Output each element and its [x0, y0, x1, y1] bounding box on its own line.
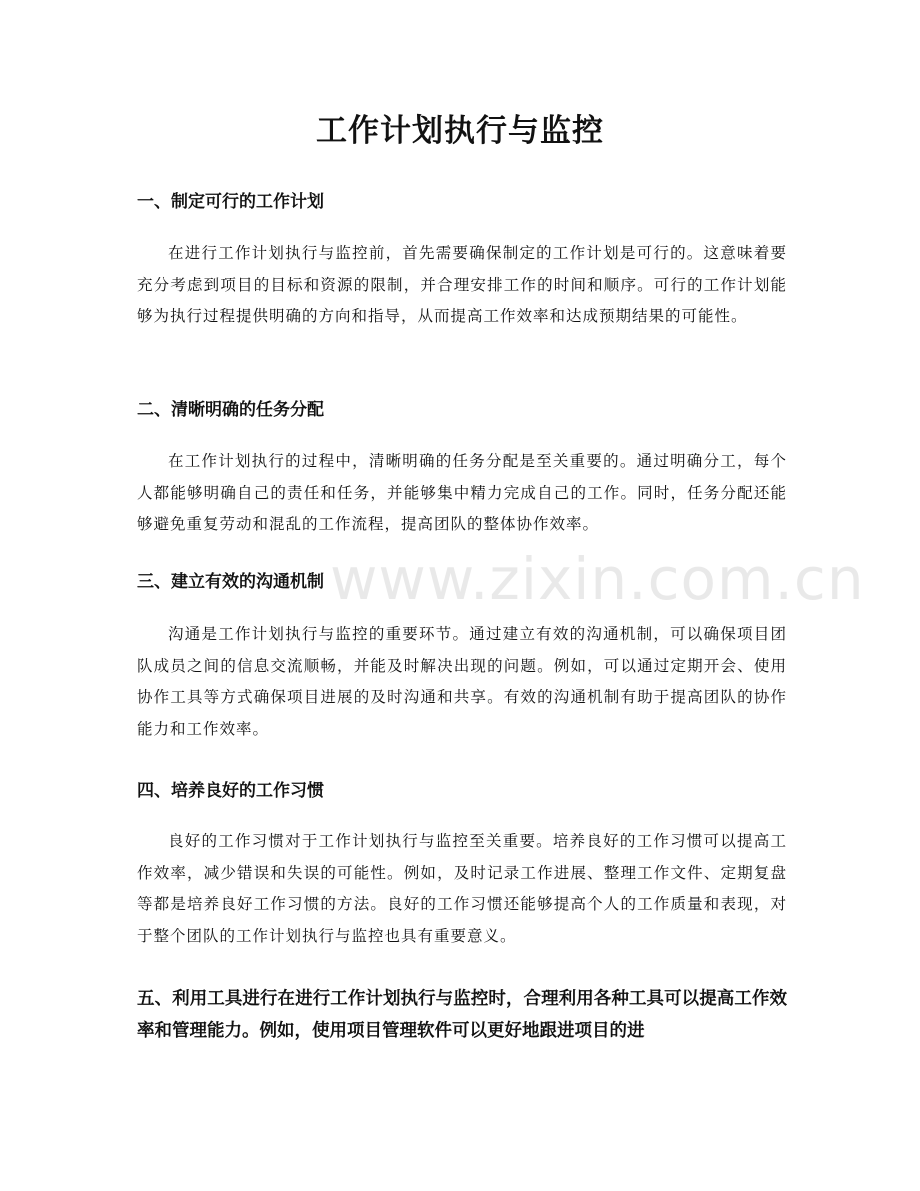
section-2-heading: 二、清晰明确的任务分配 [137, 400, 324, 420]
section-3-body: 沟通是工作计划执行与监控的重要环节。通过建立有效的沟通机制，可以确保项目团队成员之间的信息交流顺畅，并能及时解决出现的问题。例如，可以通过定期开会、使用协作工具等方式确保项目进展的及时沟通和共享。有效的沟通机制有助于提高团队的协作能力和工作效率。 [137, 625, 787, 738]
section-4-body: 良好的工作习惯对于工作计划执行与监控至关重要。培养良好的工作习惯可以提高工作效率，减少错误和失误的可能性。例如，及时记录工作进展、整理工作文件、定期复盘等都是培养良好工作习惯的方法。良好的工作习惯还能够提高个人的工作质量和表现，对于整个团队的工作计划执行与监控也具有重要意义。 [137, 832, 787, 945]
watermark-text: www.zixin.com.cn [330, 545, 865, 613]
section-5-paragraph: 五、利用工具进行在进行工作计划执行与监控时，合理利用各种工具可以提高工作效率和管理能力。例如，使用项目管理软件可以更好地跟进项目的进 [137, 989, 787, 1041]
section-4-heading: 四、培养良好的工作习惯 [137, 781, 324, 801]
section-1-heading: 一、制定可行的工作计划 [137, 192, 324, 212]
section-3-heading: 三、建立有效的沟通机制 [137, 572, 324, 592]
section-2-body: 在工作计划执行的过程中，清晰明确的任务分配是至关重要的。通过明确分工，每个人都能够明确自己的责任和任务，并能够集中精力完成自己的工作。同时，任务分配还能够避免重复劳动和混乱的工作流程，提高团队的整体协作效率。 [137, 452, 787, 533]
document-title: 工作计划执行与监控 [316, 113, 604, 149]
section-1-body: 在进行工作计划执行与监控前，首先需要确保制定的工作计划是可行的。这意味着要充分考虑到项目的目标和资源的限制，并合理安排工作的时间和顺序。可行的工作计划能够为执行过程提供明确的方向和指导，从而提高工作效率和达成预期结果的可能性。 [137, 244, 787, 325]
